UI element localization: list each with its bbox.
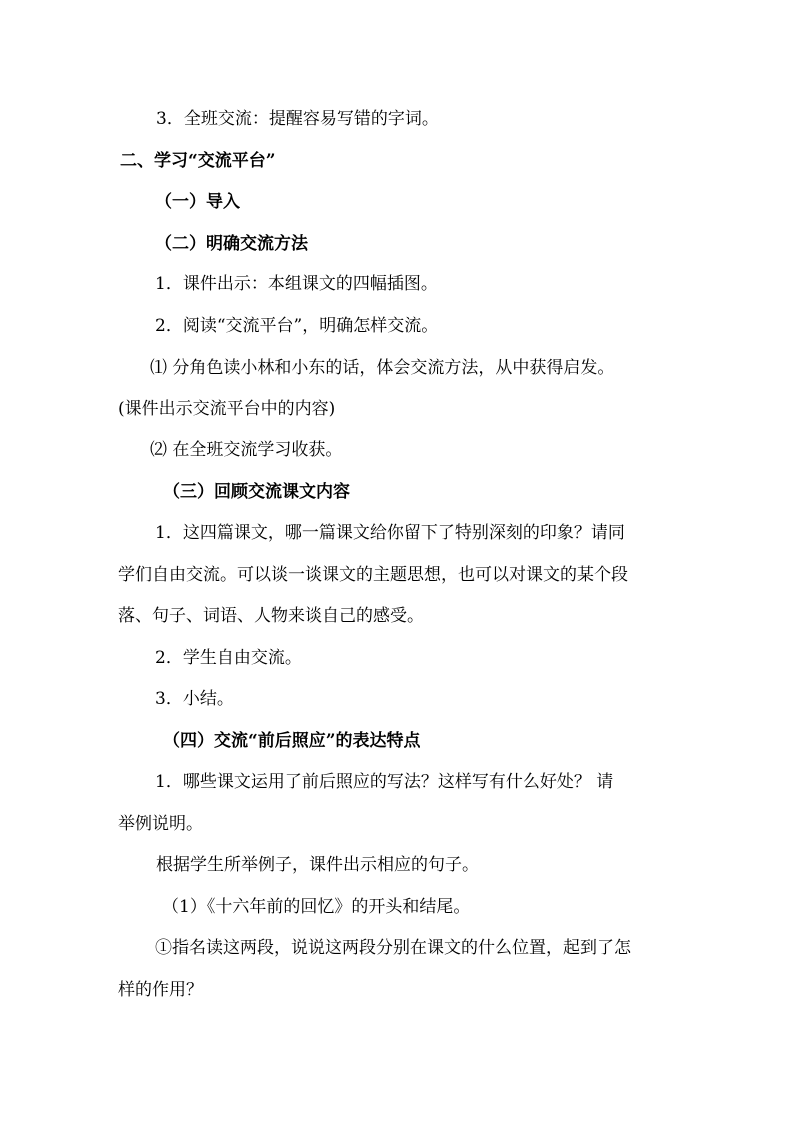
subheading-3: （三）回顾交流课文内容 <box>163 482 350 502</box>
line-note: (课件出示交流平台中的内容) <box>118 399 336 419</box>
line-review-1a: 1．这四篇课文，哪一篇课文给你留下了特别深刻的印象？请同 <box>155 523 625 543</box>
section-heading-2: 二、学习“交流平台” <box>120 151 276 171</box>
line-feature-4b: 样的作用？ <box>118 980 203 1000</box>
line-subitem-2: ⑵ 在全班交流学习收获。 <box>150 440 343 460</box>
line-feature-4a: ①指名读这两段，说说这两段分别在课文的什么位置，起到了怎 <box>155 938 631 958</box>
line-item-2: 2．阅读“交流平台”，明确怎样交流。 <box>155 316 439 336</box>
line-feature-2: 根据学生所举例子，课件出示相应的句子。 <box>156 855 479 875</box>
subheading-1: （一）导入 <box>155 192 240 212</box>
line-feature-3: （1）《十六年前的回忆》的开头和结尾。 <box>162 897 471 917</box>
line-subitem-1: ⑴ 分角色读小林和小东的话，体会交流方法，从中获得启发。 <box>150 358 615 378</box>
line-step-3: 3．全班交流：提醒容易写错的字词。 <box>156 109 439 129</box>
subheading-2: （二）明确交流方法 <box>155 234 308 254</box>
line-item-1: 1．课件出示：本组课文的四幅插图。 <box>155 274 438 294</box>
line-feature-1a: 1．哪些课文运用了前后照应的写法？这样写有什么好处？ 请 <box>155 772 614 792</box>
line-review-1c: 落、句子、词语、人物来谈自己的感受。 <box>118 606 424 626</box>
line-feature-1b: 举例说明。 <box>118 814 203 834</box>
line-review-3: 3．小结。 <box>155 689 234 709</box>
subheading-4: （四）交流“前后照应”的表达特点 <box>163 731 421 751</box>
line-review-2: 2．学生自由交流。 <box>155 648 302 668</box>
line-review-1b: 学们自由交流。可以谈一谈课文的主题思想，也可以对课文的某个段 <box>118 565 628 585</box>
